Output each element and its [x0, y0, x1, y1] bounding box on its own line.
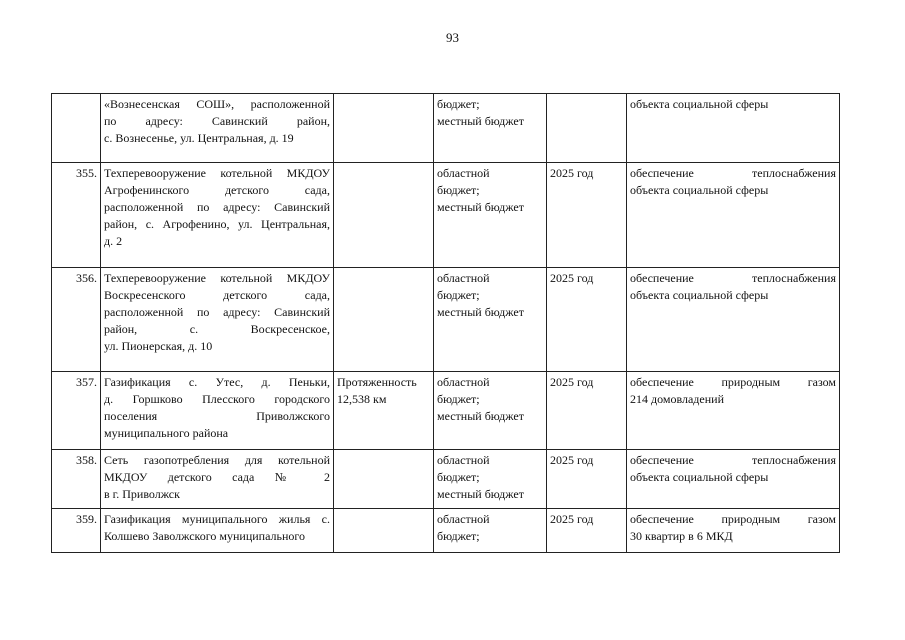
- completion-year: 2025 год: [547, 268, 627, 372]
- cell-line: Техперевооружение котельной МКДОУ: [104, 271, 330, 285]
- completion-year: 2025 год: [547, 163, 627, 268]
- funding-source: [434, 268, 547, 372]
- cell-line: поселения Приволжского: [104, 409, 330, 423]
- completion-year: 2025 год: [547, 450, 627, 509]
- cell-line: бюджет;: [437, 183, 480, 197]
- cell-line: Газификация с. Утес, д. Пеньки,: [104, 375, 330, 389]
- cell-line: ул. Пионерская, д. 10: [104, 339, 213, 353]
- cell-line: Газификация муниципального жилья с.: [104, 512, 330, 526]
- page-number: 93: [446, 30, 459, 45]
- completion-year: 2025 год: [547, 372, 627, 450]
- measures-table: [51, 93, 840, 553]
- cell-line: 30 квартир в 6 МКД: [630, 529, 733, 543]
- row-number: 359.: [52, 509, 101, 553]
- cell-line: расположенной по адресу: Савинский: [104, 305, 330, 319]
- cell-line: бюджет;: [437, 97, 480, 111]
- cell-line: местный бюджет: [437, 487, 524, 501]
- cell-line: Сеть газопотребления для котельной: [104, 453, 330, 467]
- row-number: 357.: [52, 372, 101, 450]
- purpose: [627, 163, 840, 268]
- cell-line: областной: [437, 271, 490, 285]
- capacity: [334, 509, 434, 553]
- cell-line: по адресу: Савинский район,: [104, 114, 330, 128]
- capacity: [334, 268, 434, 372]
- cell-line: Воскресенского детского сада,: [104, 288, 330, 302]
- cell-line: д. 2: [104, 234, 123, 248]
- row-number: 356.: [52, 268, 101, 372]
- cell-line: с. Вознесенье, ул. Центральная, д. 19: [104, 131, 294, 145]
- measure-name: [101, 372, 334, 450]
- cell-line: «Вознесенская СОШ», расположенной: [104, 97, 330, 111]
- purpose: [627, 268, 840, 372]
- cell-line: Протяженность: [337, 375, 417, 389]
- row-number: [52, 94, 101, 163]
- cell-line: район, с. Агрофенино, ул. Центральная,: [104, 217, 330, 231]
- cell-line: д. Горшково Плесского городского: [104, 392, 330, 406]
- table-row: [52, 450, 840, 509]
- cell-line: муниципального района: [104, 426, 229, 440]
- table-row: [52, 509, 840, 553]
- cell-line: местный бюджет: [437, 409, 524, 423]
- measure-name: [101, 509, 334, 553]
- cell-line: расположенной по адресу: Савинский: [104, 200, 330, 214]
- purpose: [627, 372, 840, 450]
- cell-line: областной: [437, 166, 490, 180]
- measure-name: [101, 450, 334, 509]
- row-number: 358.: [52, 450, 101, 509]
- funding-source: [434, 450, 547, 509]
- cell-line: объекта социальной сферы: [630, 183, 769, 197]
- cell-line: бюджет;: [437, 392, 480, 406]
- cell-line: обеспечение природным газом: [630, 375, 836, 389]
- cell-line: областной: [437, 375, 490, 389]
- purpose: [627, 509, 840, 553]
- cell-line: бюджет;: [437, 288, 480, 302]
- measure-name: [101, 94, 334, 163]
- cell-line: район, с. Воскресенское,: [104, 322, 330, 336]
- purpose: [627, 450, 840, 509]
- completion-year: 2025 год: [547, 509, 627, 553]
- cell-line: бюджет;: [437, 529, 480, 543]
- cell-line: местный бюджет: [437, 200, 524, 214]
- table-row: [52, 372, 840, 450]
- cell-line: Техперевооружение котельной МКДОУ: [104, 166, 330, 180]
- funding-source: [434, 163, 547, 268]
- cell-line: МКДОУ детского сада № 2: [104, 470, 330, 484]
- measure-name: [101, 163, 334, 268]
- cell-line: 12,538 км: [337, 392, 387, 406]
- cell-line: областной: [437, 453, 490, 467]
- measure-name: [101, 268, 334, 372]
- row-number: 355.: [52, 163, 101, 268]
- cell-line: бюджет;: [437, 470, 480, 484]
- cell-line: объекта социальной сферы: [630, 288, 769, 302]
- cell-line: Агрофенинского детского сада,: [104, 183, 330, 197]
- capacity: [334, 163, 434, 268]
- funding-source: [434, 372, 547, 450]
- cell-line: Колшево Заволжского муниципального: [104, 529, 306, 543]
- funding-source: [434, 509, 547, 553]
- cell-line: объекта социальной сферы: [630, 97, 769, 111]
- cell-line: в г. Приволжск: [104, 487, 180, 501]
- table-row: [52, 163, 840, 268]
- cell-line: объекта социальной сферы: [630, 470, 769, 484]
- table-row: [52, 94, 840, 163]
- funding-source: [434, 94, 547, 163]
- capacity: [334, 372, 434, 450]
- cell-line: 214 домовладений: [630, 392, 724, 406]
- cell-line: обеспечение теплоснабжения: [630, 271, 836, 285]
- cell-line: областной: [437, 512, 490, 526]
- table-row: [52, 268, 840, 372]
- capacity: [334, 450, 434, 509]
- capacity: [334, 94, 434, 163]
- cell-line: местный бюджет: [437, 114, 524, 128]
- purpose: [627, 94, 840, 163]
- cell-line: обеспечение теплоснабжения: [630, 166, 836, 180]
- cell-line: обеспечение природным газом: [630, 512, 836, 526]
- cell-line: обеспечение теплоснабжения: [630, 453, 836, 467]
- completion-year: [547, 94, 627, 163]
- cell-line: местный бюджет: [437, 305, 524, 319]
